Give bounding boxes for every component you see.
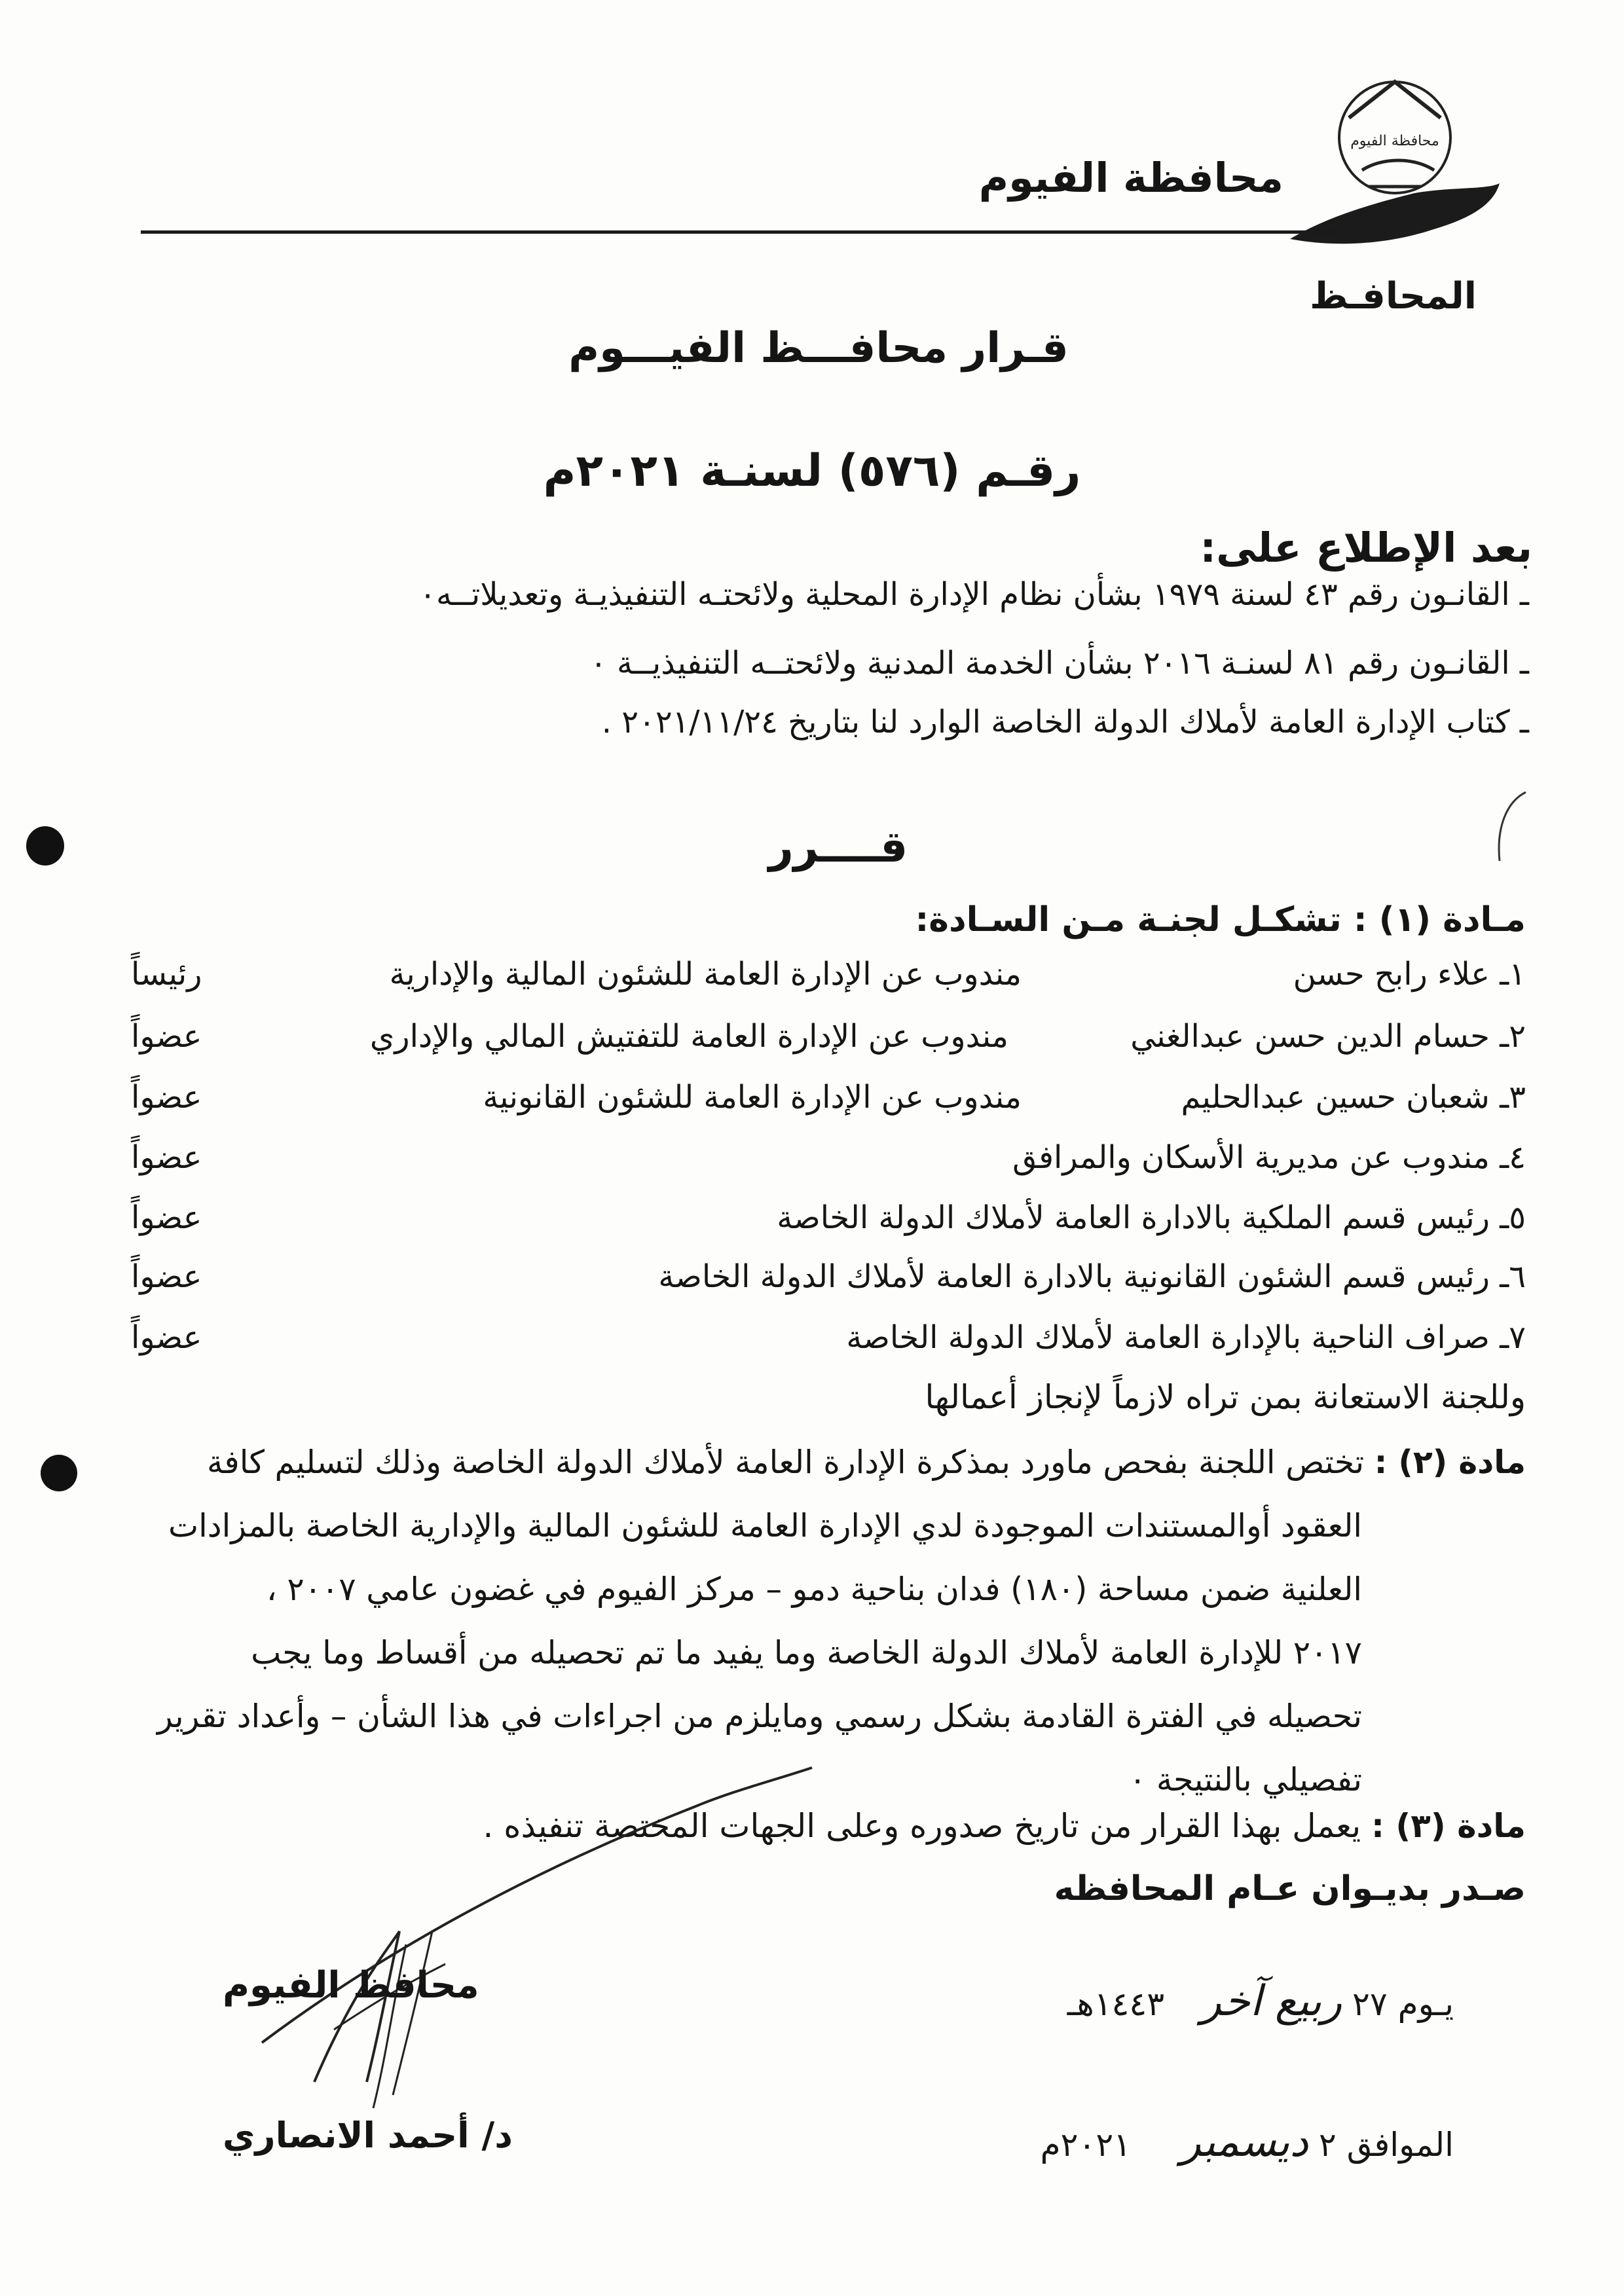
member-role: رئيساً xyxy=(131,956,202,993)
article-3-text: يعمل بهذا القرار من تاريخ صدوره وعلى الجهات المختصة تنفيذه . xyxy=(483,1807,1361,1845)
member-row xyxy=(131,956,1526,1008)
article-1-heading: مـادة (١) : تشكـل لجنـة مـن السـادة: xyxy=(915,900,1526,939)
member-role: عضواً xyxy=(131,1018,202,1055)
hijri-month: ربيع آخر xyxy=(1201,1977,1342,2026)
governorate-emblem-logo xyxy=(1323,72,1467,210)
signatory-name: د/ أحمد الانصاري xyxy=(223,2115,513,2156)
header-divider xyxy=(141,230,1339,234)
governorate-name: محافظة الفيوم xyxy=(978,154,1283,202)
member-role: عضواً xyxy=(131,1199,202,1236)
hijri-day: يـوم ٢٧ xyxy=(1352,1985,1454,2023)
member-row xyxy=(131,1199,1526,1252)
decree-number: رقـم (٥٧٦) لسنـة ٢٠٢١م xyxy=(543,445,1081,497)
article-2-line-2: العقود أوالمستندات الموجودة لدي الإدارة العامة للشئون المالية والإدارية الخاصة بالمزادات xyxy=(168,1507,1362,1544)
hijri-year: ١٤٤٣هـ xyxy=(1067,1985,1165,2023)
member-description: مندوب عن الإدارة العامة للشئون القانونية xyxy=(483,1079,1022,1116)
member-name: ٧ـ صراف الناحية بالإدارة العامة لأملاك الدولة الخاصة xyxy=(846,1319,1526,1356)
preamble-item-1: ـ القانـون رقم ٤٣ لسنة ١٩٧٩ بشأن نظام الإدارة المحلية ولائحتـه التنفيذيـة وتعديلاتــه٠ xyxy=(419,576,1529,613)
member-row xyxy=(131,1079,1526,1131)
member-name: ٣ـ شعبان حسين عبدالحليم xyxy=(1181,1079,1526,1116)
article-2-line-4: ٢٠١٧ للإدارة العامة لأملاك الدولة الخاصة وما يفيد ما تم تحصيله من أقساط وما يجب xyxy=(251,1634,1362,1671)
gregorian-date xyxy=(1041,2118,1454,2166)
article-2-text: تختص اللجنة بفحص ماورد بمذكرة الإدارة العامة لأملاك الدولة الخاصة وذلك لتسليم كافة xyxy=(207,1444,1365,1481)
member-row xyxy=(131,1139,1526,1192)
article-2-label: مادة (٢) : xyxy=(1374,1444,1526,1481)
handwritten-signature xyxy=(236,1715,825,2121)
preamble-item-2: ـ القانـون رقم ٨١ لسنـة ٢٠١٦ بشأن الخدمة المدنية ولائحتــه التنفيذيــة ٠ xyxy=(590,645,1529,682)
member-row xyxy=(131,1018,1526,1070)
article-2-line-5: تحصيله في الفترة القادمة بشكل رسمي ومايلزم من اجراءات في هذا الشأن – وأعداد تقرير xyxy=(157,1698,1362,1735)
article-2-line-6: تفصيلي بالنتيجة ٠ xyxy=(1128,1761,1362,1798)
hijri-date xyxy=(1067,1977,1454,2026)
signatory-title: محافظ الفيوم xyxy=(223,1964,479,2007)
member-row xyxy=(131,1258,1526,1311)
member-name: ٦ـ رئيس قسم الشئون القانونية بالادارة العامة لأملاك الدولة الخاصة xyxy=(658,1258,1526,1295)
member-name: ٥ـ رئيس قسم الملكية بالادارة العامة لأملاك الدولة الخاصة xyxy=(777,1199,1526,1236)
gregorian-month: ديسمبر xyxy=(1180,2118,1308,2166)
member-name: ٢ـ حسام الدين حسن عبدالغني xyxy=(1130,1018,1526,1055)
member-role: عضواً xyxy=(131,1258,202,1295)
article-2-line-1 xyxy=(98,1430,1526,1494)
issued-at: صـدر بديـوان عـام المحافظه xyxy=(1054,1869,1526,1908)
preamble-heading: بعد الإطلاع على: xyxy=(1200,524,1532,572)
decided-heading: قــــرر xyxy=(768,822,908,872)
preamble-item-3: ـ كتاب الإدارة العامة لأملاك الدولة الخاصة الوارد لنا بتاريخ ٢٠٢١/١١/٢٤ . xyxy=(601,704,1529,740)
office-title: المحافـظ xyxy=(1310,275,1477,318)
member-description: مندوب عن الإدارة العامة للشئون المالية والإدارية xyxy=(389,956,1022,993)
member-row xyxy=(131,1319,1526,1372)
member-role: عضواً xyxy=(131,1139,202,1176)
gregorian-day: الموافق ٢ xyxy=(1318,2126,1454,2164)
emblem-text: محافظة الفيوم xyxy=(1350,133,1439,149)
article-2-line-3: العلنية ضمن مساحة (١٨٠) فدان بناحية دمو – مركز الفيوم في غضون عامي ٢٠٠٧ ، xyxy=(267,1571,1362,1608)
member-name: ١ـ علاء رابح حسن xyxy=(1293,956,1526,993)
punch-hole xyxy=(41,1455,77,1491)
gregorian-year: ٢٠٢١م xyxy=(1040,2126,1132,2164)
committee-note: وللجنة الاستعانة بمن تراه لازماً لإنجاز أعمالها xyxy=(925,1378,1526,1416)
article-3-label: مادة (٣) : xyxy=(1371,1807,1526,1845)
decree-title: قـرار محافـــظ الفيـــوم xyxy=(568,324,1069,373)
member-role: عضواً xyxy=(131,1079,202,1116)
member-name: ٤ـ مندوب عن مديرية الأسكان والمرافق xyxy=(1012,1139,1526,1176)
member-description: مندوب عن الإدارة العامة للتفتيش المالي والإداري xyxy=(369,1018,1008,1055)
member-role: عضواً xyxy=(131,1319,202,1356)
